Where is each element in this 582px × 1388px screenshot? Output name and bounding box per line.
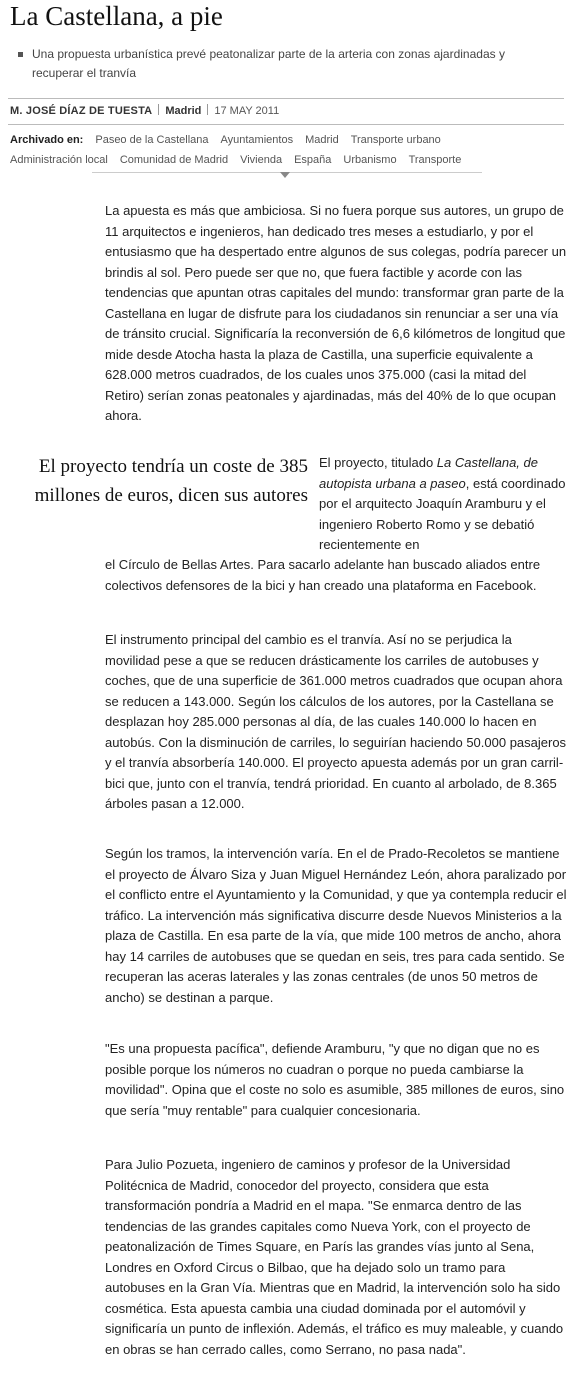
tag-link[interactable]: Vivienda [240,154,283,166]
body-paragraph: El instrumento principal del cambio es el tranvía. Así no se perjudica la movilidad pese a que se reducen drásticamente los carriles de autobuses y coches, que de una superficie de 361.000 metros cuadrados que ocupan ahora se reducen a 143.000. Según los cálculos de los autores, por la Castellana se desplazan hoy 285.000 personas al día, de las cuales 140.000 lo hacen en autobús. Con la disminución de carriles, lo seguirían haciendo 50.000 pasajeros y el tranvía absorbería 140.000. El proyecto apuesta además por un gran carril-bici que, junto con el tranvía, tendrá prioridad. En cuanto al arbolado, de 8.365 árboles pasan a 12.000. [105,632,567,811]
pull-quote: El proyecto tendría un coste de 385 millones de euros, dicen sus autores [34,456,308,506]
caret-down-icon[interactable] [280,172,290,178]
article-lead [18,45,538,83]
dateline-place: Madrid [165,105,202,117]
tag-link[interactable]: Administración local [10,154,108,166]
tag-link[interactable]: Transporte [408,154,462,166]
archive-label: Archivado en: [10,134,84,146]
body-paragraph: El proyecto, titulado La Castellana, de autopista urbana a paseo, está coordinado por el arquitecto Joaquín Aramburu y el ingeniero Roberto Romo y se debatió recientemente en [319,455,566,552]
body-paragraph: La apuesta es más que ambiciosa. Si no fuera porque sus autores, un grupo de 11 arquitectos e ingenieros, han dedicado tres meses a estudiarlo, y por el entusiasmo que ha despertado entre algunos de sus colegas, podría parecer un brindis al sol. Pero puede ser que no, que fuera factible y acorde con las tendencias que apuntan otras capitales del mundo: transformar gran parte de la Castellana en lugar de disfrute para los ciudadanos sin renunciar a ser una vía de tránsito crucial. Significaría la reconversión de 6,6 kilómetros de longitud que mide desde Atocha hasta la plaza de Castilla, una superficie equivalente a 628.000 metros cuadrados, de los cuales unos 375.000 (casi la mitad del Retiro) serían zonas peatonales y ajardinadas, más del 40% de lo que ocupan ahora. [105,203,567,423]
body-paragraph: Para Julio Pozueta, ingeniero de caminos y profesor de la Universidad Politécnica de Madrid, conocedor del proyecto, considera que esta transformación pondría a Madrid en el mapa. "Se enmarca dentro de las tendencias de las grandes capitales como Nueva York, con el proyecto de peatonalización de Times Square, en París las grandes vías junto al Sena, Londres en Oxford Circus o Bilbao, que ha dejado solo un tramo para autobuses en la Gran Vía. Mientras que en Madrid, la intervención solo ha sido cosmética. Esta apuesta cambia una ciudad dominada por el automóvil y significaría un punto de inflexión. Además, el tráfico es muy maleable, y cuando en obras se han cerrado calles, como Serrano, no pasa nada". [105,1157,564,1357]
square-bullet-icon [18,52,23,57]
lead-text: Una propuesta urbanística prevé peatonalizar parte de la arteria con zonas ajardinadas y recuperar el tranvía [32,47,505,80]
publish-date: 17 MAY 2011 [214,105,280,117]
tag-link[interactable]: Ayuntamientos [220,134,294,146]
body-paragraph: "Es una propuesta pacífica", defiende Aramburu, "y que no digan que no es posible porque los números no cuadran o porque no pueda cambiarse la movilidad". Opina que el coste no solo es asumible, 385 millones de euros, sino que sería "muy rentable" para cualquier concesionaria. [105,1041,565,1118]
project-title: La Castellana, de autopista urbana a paseo [319,455,538,491]
tag-link[interactable]: Paseo de la Castellana [95,134,209,146]
byline [10,104,279,118]
tag-link[interactable]: España [294,154,332,166]
tag-link[interactable]: Transporte urbano [350,134,441,146]
divider [158,104,159,115]
body-paragraph: el Círculo de Bellas Artes. Para sacarlo adelante han buscado aliados entre colectivos defensores de la bici y han creado una plataforma en Facebook. [105,557,541,593]
divider [8,124,564,125]
article-title: La Castellana, a pie [10,1,223,31]
body-paragraph: Según los tramos, la intervención varía. En el de Prado-Recoletos se mantiene el proyecto de Álvaro Siza y Juan Miguel Hernández León, ahora paralizado por el conflicto entre el Ayuntamiento y la Comunidad, y que ya contempla reducir el tráfico. La intervención más significativa discurre desde Nuevos Ministerios a la plaza de Castilla. En esa parte de la vía, que mide 100 metros de ancho, ahora hay 14 carriles de autobuses que se quedan en seis, tres para cada sentido. Se recuperan las aceras laterales y las zonas centrales (de unos 50 metros de ancho) se destinan a parque. [105,846,567,1005]
divider [8,98,564,99]
tag-link[interactable]: Urbanismo [343,154,397,166]
author-link[interactable]: M. JOSÉ DÍAZ DE TUESTA [10,105,153,117]
archive-tags [10,130,566,170]
tag-link[interactable]: Madrid [305,134,339,146]
divider [207,104,208,115]
tag-link[interactable]: Comunidad de Madrid [119,154,229,166]
